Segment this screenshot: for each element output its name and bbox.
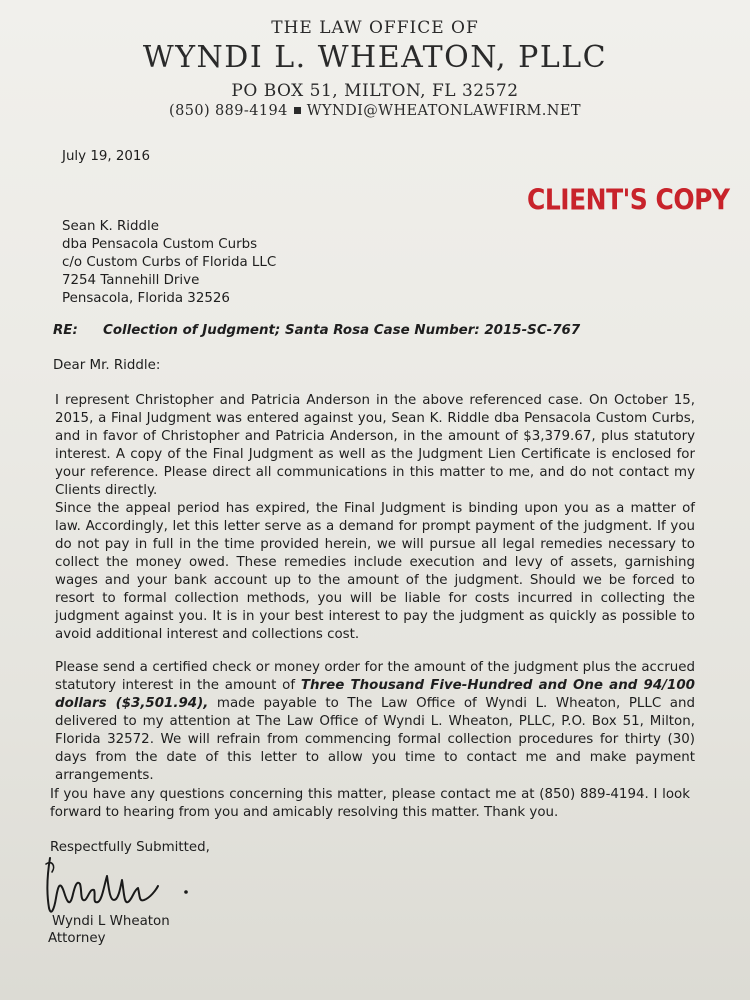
letterhead-office-line: THE LAW OFFICE OF xyxy=(271,18,479,38)
paragraph-contact: If you have any questions concerning this matter, please contact me at (850) 889-4194. I look forward to hearing from you and amicably resolving this matter. Thank you. xyxy=(50,787,690,820)
re-subject: Collection of Judgment; Santa Rosa Case Number: 2015-SC-767 xyxy=(103,323,581,338)
clients-copy-stamp: CLIENT'S COPY xyxy=(527,183,730,217)
payment-text-after: made payable to The Law Office of Wyndi L. Wheaton, PLLC and delivered to my attention at The Law Office of Wyndi L. Wheaton, PLLC, P.O. Box 51, Milton, Florida 32572. We will refrain from commencing formal collection procedures for thirty (30) days from the date of this letter to allow you time to contact me and make payment arrangements. xyxy=(55,696,695,783)
recipient-line: dba Pensacola Custom Curbs xyxy=(62,237,258,252)
signer-name: Wyndi L Wheaton xyxy=(52,914,170,929)
letterhead-email: WYNDI@WHEATONLAWFIRM.NET xyxy=(306,103,581,119)
letterhead-phone: (850) 889-4194 xyxy=(169,103,288,119)
payment-amount: Three Thousand Five-Hundred and One and 94/100 dollars ($3,501.94), xyxy=(55,678,695,711)
recipient-address xyxy=(62,218,276,308)
recipient-line: 7254 Tannehill Drive xyxy=(62,273,200,288)
paragraph-demand: Since the appeal period has expired, the Final Judgment is binding upon you as a matter of law. Accordingly, let this letter serve as a demand for prompt payment of the judgment. If you do not pay in full in the time provided herein, we will pursue all legal remedies necessary to collect the money owed. These remedies include execution and levy of assets, garnishing wages and your bank account up to the amount of the judgment. Should we be forced to resort to formal collection methods, you will be liable for costs incurred in collecting the judgment against you. It is in your best interest to pay the judgment as quickly as possible to avoid additional interest and collections cost. xyxy=(55,501,695,642)
letterhead-contact xyxy=(0,103,750,119)
re-label: RE: xyxy=(53,323,78,338)
signer-title: Attorney xyxy=(48,931,106,946)
letterhead-firm-name: WYNDI L. WHEATON, PLLC xyxy=(142,40,608,75)
closing: Respectfully Submitted, xyxy=(50,840,210,855)
letter-date: July 19, 2016 xyxy=(62,149,150,164)
square-bullet-icon xyxy=(294,107,301,114)
re-line xyxy=(53,322,580,340)
recipient-line: c/o Custom Curbs of Florida LLC xyxy=(62,255,277,270)
payment-text-before: Please send a certified check or money order for the amount of the judgment plus the accrued statutory interest in the amount of xyxy=(55,660,695,693)
handwritten-signature xyxy=(40,850,200,920)
paragraph-judgment: I represent Christopher and Patricia Anderson in the above referenced case. On October 15, 2015, a Final Judgment was entered against you, Sean K. Riddle dba Pensacola Custom Curbs, and in favor of Christopher and Patricia Anderson, in the amount of $3,379.67, plus statutory interest. A copy of the Final Judgment as well as the Judgment Lien Certificate is enclosed for your reference. Please direct all communications in this matter to me, and do not contact my Clients directly. xyxy=(55,393,695,498)
recipient-line: Sean K. Riddle xyxy=(62,219,159,234)
salutation: Dear Mr. Riddle: xyxy=(53,358,161,373)
letterhead xyxy=(0,18,750,119)
letterhead-address: PO BOX 51, MILTON, FL 32572 xyxy=(231,81,519,101)
recipient-line: Pensacola, Florida 32526 xyxy=(62,291,230,306)
paragraph-payment xyxy=(55,659,695,785)
